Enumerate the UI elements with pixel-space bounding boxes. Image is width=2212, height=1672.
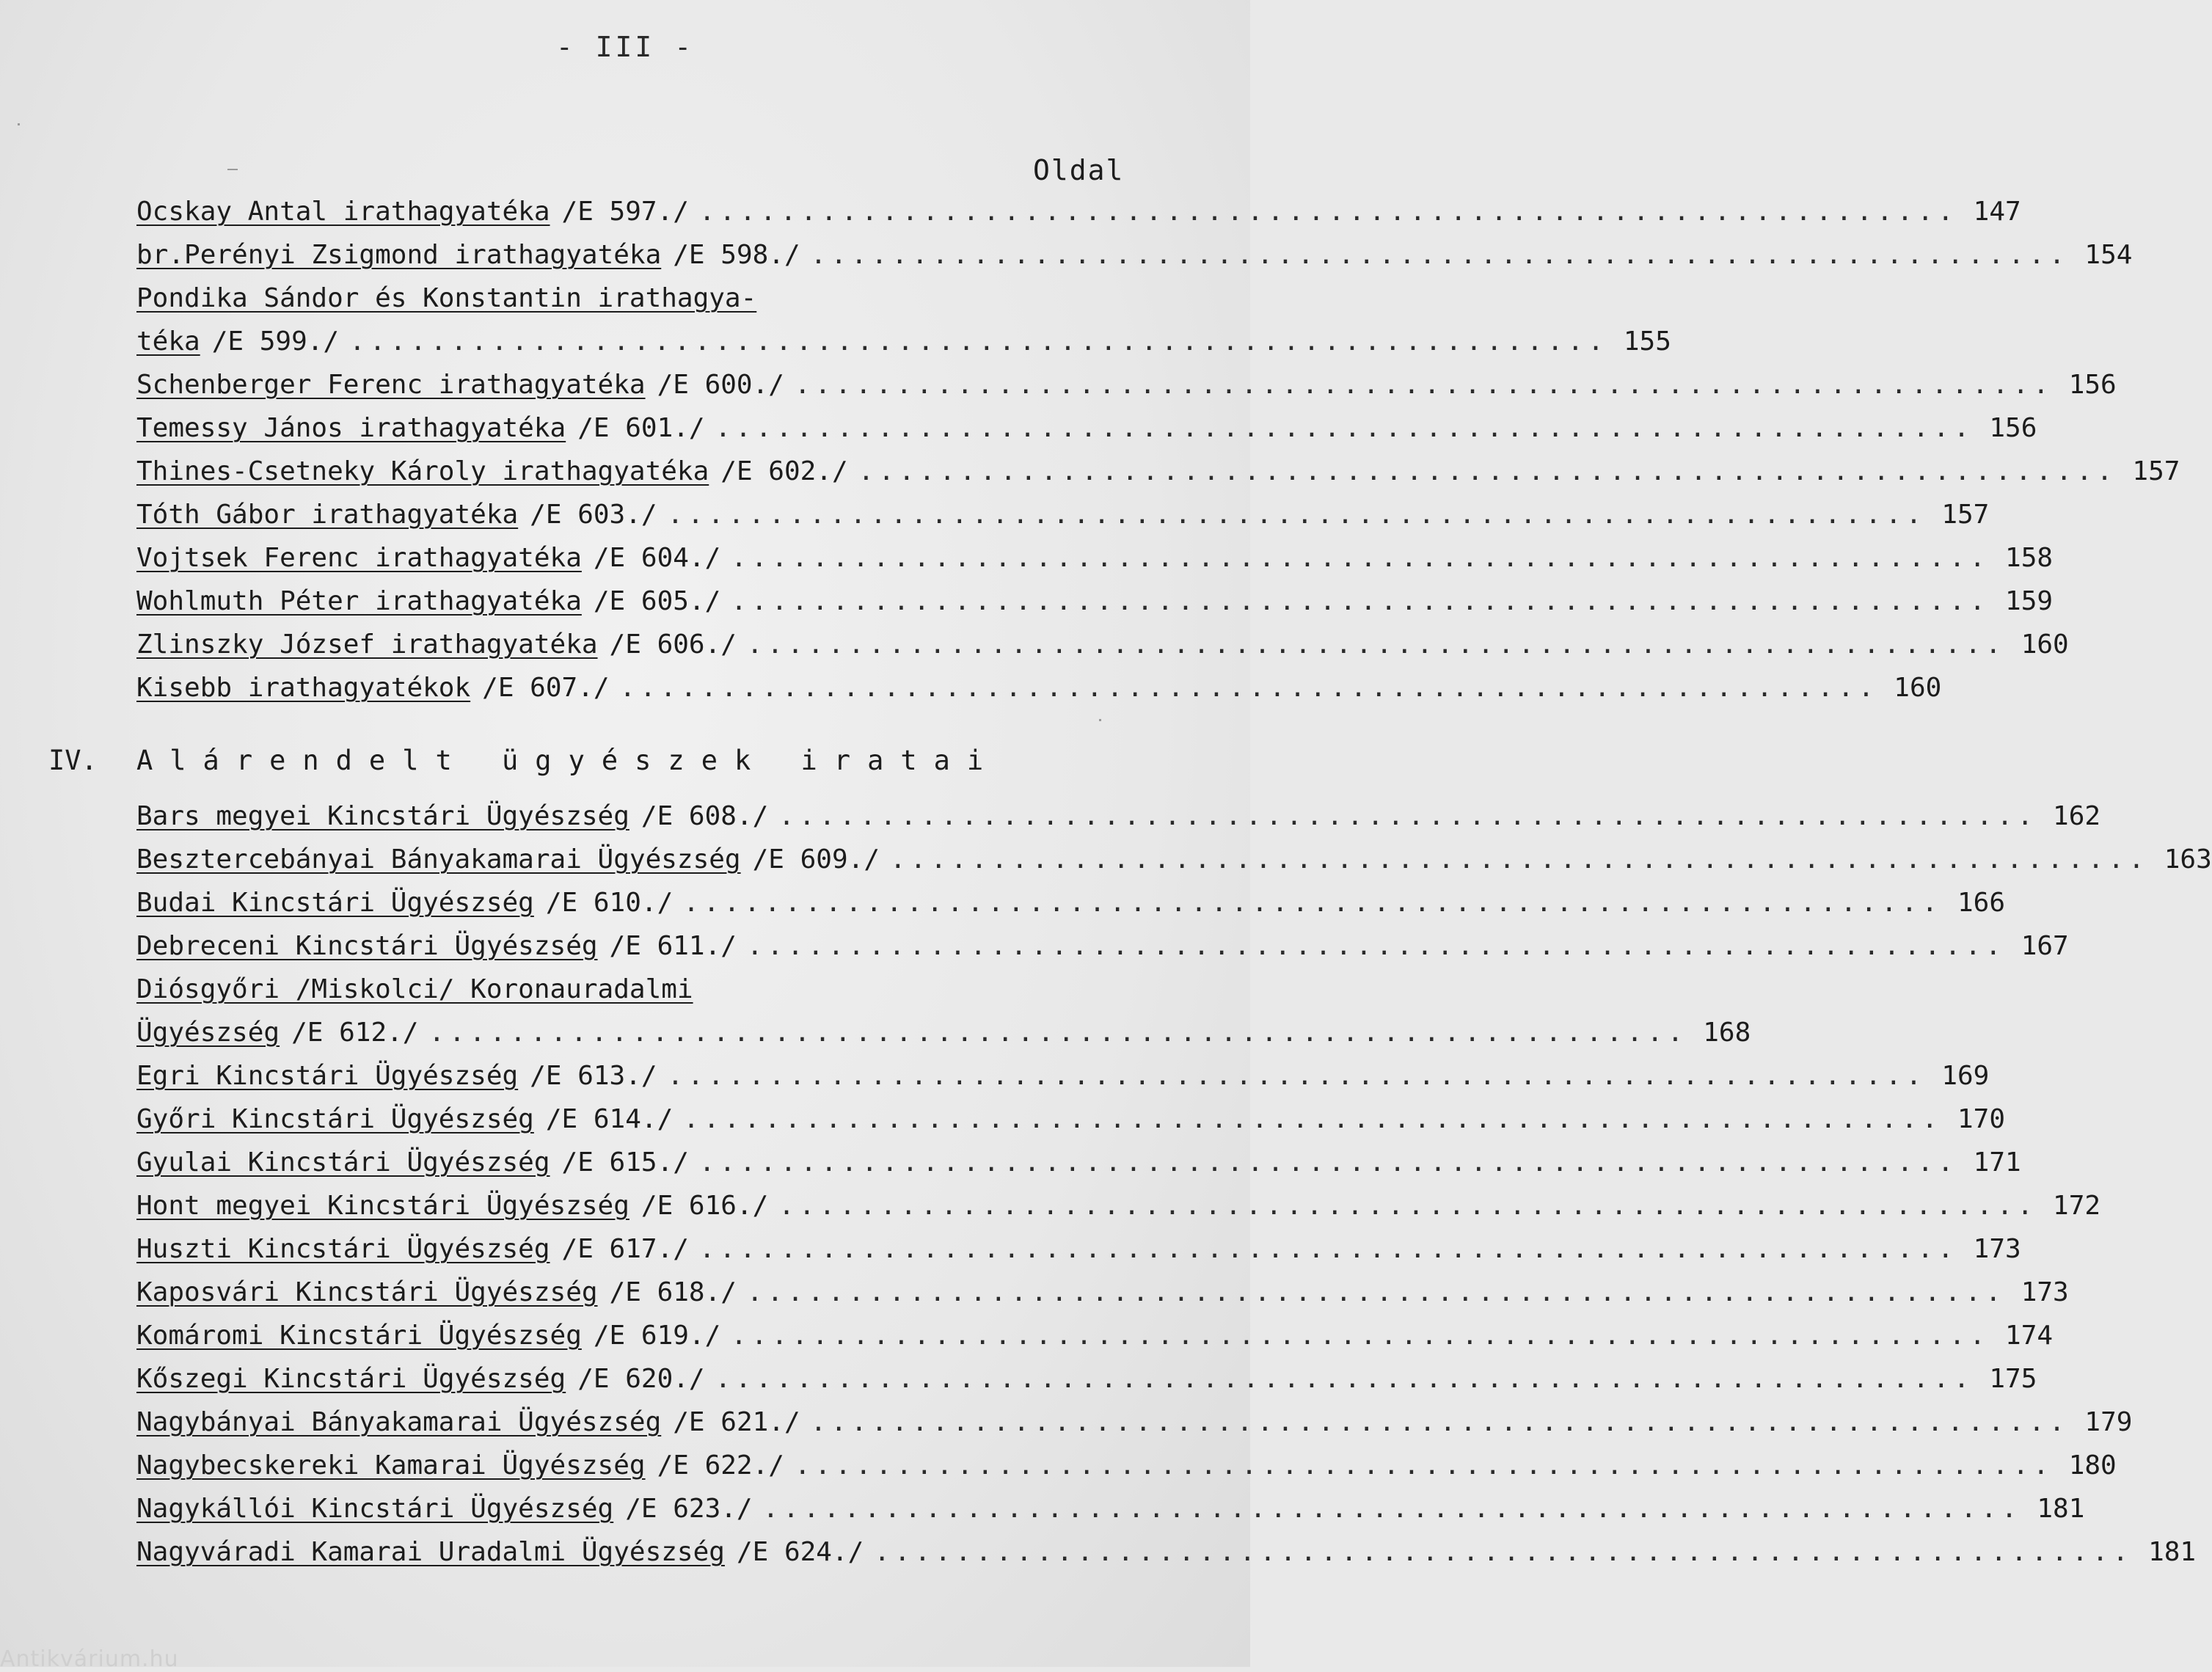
section-title: Alárendelt ügyészek iratai [136,745,1001,776]
entry-title: Kőszegi Kincstári Ügyészség [136,1364,566,1394]
entry-title: Debreceni Kincstári Ügyészség [136,931,598,961]
entry-page: 154 [2084,240,2133,270]
dot-leader: .............................................................. [731,586,1990,616]
toc-entry [136,888,2006,931]
toc-entry [136,1104,2006,1147]
entry-page: 173 [2021,1277,2069,1307]
section-heading [48,745,1000,776]
entry-reference: /E 601./ [577,413,705,443]
entry-page: 166 [1957,888,2006,918]
entry-title: Nagyváradi Kamarai Uradalmi Ügyészség [136,1537,725,1567]
entry-page: 171 [1973,1147,2021,1178]
entry-page: 157 [1941,500,1990,530]
entry-reference: /E 600./ [657,370,784,400]
entry-reference: /E 619./ [593,1321,721,1351]
toc-entry [136,543,2054,586]
entry-reference: /E 615./ [561,1147,689,1178]
entry-page: 172 [2053,1191,2101,1221]
entry-title: Kaposvári Kincstári Ügyészség [136,1277,598,1307]
entry-title: Nagybecskereki Kamarai Ügyészség [136,1450,646,1481]
entry-page: 155 [1623,326,1671,357]
scan-speck [1099,719,1101,721]
dot-leader: .............................................................. [698,1147,1958,1178]
dot-leader: .............................................................. [349,326,1608,357]
entry-page: 156 [1989,413,2037,443]
dot-leader: .............................................................. [746,629,2006,660]
watermark-logo: Antikvárium.hu [0,1646,179,1672]
entry-title: Pondika Sándor és Konstantin irathagya- [136,283,757,313]
entry-title: Diósgyőri /Miskolci/ Koronauradalmi [136,974,693,1004]
entry-page: 162 [2053,801,2101,831]
toc-entry [136,1018,1751,1061]
entry-title: Komáromi Kincstári Ügyészség [136,1321,582,1351]
toc-entry [136,1407,2133,1450]
dot-leader: .............................................................. [778,801,2038,831]
entry-reference: /E 604./ [593,543,721,573]
toc-entry [136,1147,2021,1191]
entry-reference: /E 605./ [593,586,721,616]
entry-reference: /E 608./ [640,801,769,831]
dot-leader: .............................................................. [683,888,1943,918]
entry-page: 160 [2021,629,2069,660]
entry-title: Egri Kincstári Ügyészség [136,1061,519,1091]
entry-page: 160 [1894,673,1942,703]
entry-page: 170 [1957,1104,2006,1134]
dot-leader: .............................................................. [667,500,1927,530]
entry-title: Kisebb irathagyatékok [136,673,471,703]
scan-speck [227,169,238,170]
entry-page: 147 [1973,197,2021,227]
entry-page: 174 [2005,1321,2054,1351]
dot-leader: .............................................................. [762,1494,2022,1524]
toc-entry [136,673,1942,716]
dot-leader: .............................................................. [683,1104,1943,1134]
entry-reference: /E 618./ [609,1277,737,1307]
entry-title: téka [136,326,200,357]
toc-entry [136,1494,2085,1537]
dot-leader: .............................................................. [698,1234,1958,1264]
entry-reference: /E 597./ [561,197,689,227]
dot-leader: .............................................................. [715,1364,1974,1394]
toc-entry [136,413,2037,456]
entry-reference: /E 599./ [211,326,340,357]
dot-leader: .............................................................. [810,1407,2070,1437]
page-column-header: Oldal [1033,154,1125,186]
entry-reference: /E 607./ [482,673,610,703]
dot-leader: .............................................................. [890,844,2149,875]
entry-page: 157 [2132,456,2180,486]
dot-leader: .............................................................. [794,370,2054,400]
entry-reference: /E 617./ [561,1234,689,1264]
entry-reference: /E 602./ [720,456,848,486]
entry-reference: /E 612./ [291,1018,419,1048]
entry-page: 181 [2037,1494,2085,1524]
toc-entry [136,326,1671,370]
toc-entry [136,931,2069,974]
toc-entry [136,1321,2054,1364]
entry-reference: /E 620./ [577,1364,705,1394]
dot-leader: .............................................................. [778,1191,2038,1221]
toc-entry [136,1364,2037,1407]
toc-list-subordinate-prosecutors [136,801,2212,1580]
dot-leader: .............................................................. [746,931,2006,961]
entry-page: 159 [2005,586,2054,616]
entry-reference: /E 623./ [625,1494,753,1524]
entry-reference: /E 609./ [752,844,880,875]
toc-entry [136,370,2117,413]
entry-reference: /E 624./ [736,1537,864,1567]
entry-reference: /E 614./ [545,1104,674,1134]
entry-page: 173 [1973,1234,2021,1264]
toc-entry-wrapped-start [136,974,1105,1018]
dot-leader: .............................................................. [715,413,1974,443]
entry-title: Besztercebányai Bányakamarai Ügyészség [136,844,741,875]
entry-title: Hont megyei Kincstári Ügyészség [136,1191,629,1221]
entry-reference: /E 606./ [609,629,737,660]
toc-entry [136,197,2021,240]
toc-entry [136,240,2133,283]
dot-leader: .............................................................. [810,240,2070,270]
dot-leader: .............................................................. [731,543,1990,573]
toc-entry [136,1061,1990,1104]
entry-reference: /E 610./ [545,888,674,918]
entry-page: 168 [1703,1018,1751,1048]
entry-page: 167 [2021,931,2069,961]
entry-title: Budai Kincstári Ügyészség [136,888,534,918]
toc-entry [136,1450,2117,1494]
entry-page: 156 [2068,370,2117,400]
entry-page: 163 [2164,844,2212,875]
entry-title: Nagykállói Kincstári Ügyészség [136,1494,614,1524]
toc-entry [136,844,2212,888]
entry-title: Ügyészség [136,1018,280,1048]
entry-title: Huszti Kincstári Ügyészség [136,1234,550,1264]
entry-title: Wohlmuth Péter irathagyatéka [136,586,582,616]
entry-title: br.Perényi Zsigmond irathagyatéka [136,240,662,270]
dot-leader: .............................................................. [428,1018,1688,1048]
entry-page: 179 [2084,1407,2133,1437]
entry-title: Bars megyei Kincstári Ügyészség [136,801,629,831]
toc-entry [136,1234,2021,1277]
entry-title: Zlinszky József irathagyatéka [136,629,598,660]
toc-entry [136,801,2101,844]
entry-page: 158 [2005,543,2054,573]
entry-reference: /E 598./ [673,240,800,270]
dot-leader: .............................................................. [746,1277,2006,1307]
scan-speck [18,123,20,125]
dot-leader: .............................................................. [874,1537,2133,1567]
page-number: - III - [555,31,695,63]
dot-leader: .............................................................. [667,1061,1927,1091]
entry-reference: /E 616./ [640,1191,769,1221]
toc-entry [136,586,2054,629]
entry-title: Vojtsek Ferenc irathagyatéka [136,543,582,573]
section-numeral: IV. [48,745,98,776]
entry-title: Schenberger Ferenc irathagyatéka [136,370,646,400]
entry-title: Gyulai Kincstári Ügyészség [136,1147,550,1178]
entry-title: Thines-Csetneky Károly irathagyatéka [136,456,709,486]
dot-leader: .............................................................. [619,673,1879,703]
dot-leader: .............................................................. [794,1450,2054,1481]
entry-title: Tóth Gábor irathagyatéka [136,500,519,530]
entry-title: Temessy János irathagyatéka [136,413,566,443]
dot-leader: .............................................................. [858,456,2117,486]
toc-list-individual-papers [136,197,2180,716]
entry-title: Nagybányai Bányakamarai Ügyészség [136,1407,662,1437]
entry-page: 180 [2068,1450,2117,1481]
entry-page: 181 [2148,1537,2197,1567]
entry-title: Győri Kincstári Ügyészség [136,1104,534,1134]
entry-page: 169 [1941,1061,1990,1091]
toc-entry [136,456,2180,500]
entry-reference: /E 603./ [530,500,657,530]
toc-entry [136,1537,2197,1580]
entry-title: Ocskay Antal irathagyatéka [136,197,550,227]
entry-reference: /E 611./ [609,931,737,961]
dot-leader: .............................................................. [698,197,1958,227]
toc-entry-wrapped-start [136,283,1105,326]
entry-reference: /E 613./ [530,1061,657,1091]
toc-entry [136,1191,2101,1234]
dot-leader: .............................................................. [731,1321,1990,1351]
toc-entry [136,629,2069,673]
entry-reference: /E 622./ [657,1450,784,1481]
entry-page: 175 [1989,1364,2037,1394]
entry-reference: /E 621./ [673,1407,800,1437]
toc-entry [136,500,1990,543]
toc-entry [136,1277,2069,1321]
